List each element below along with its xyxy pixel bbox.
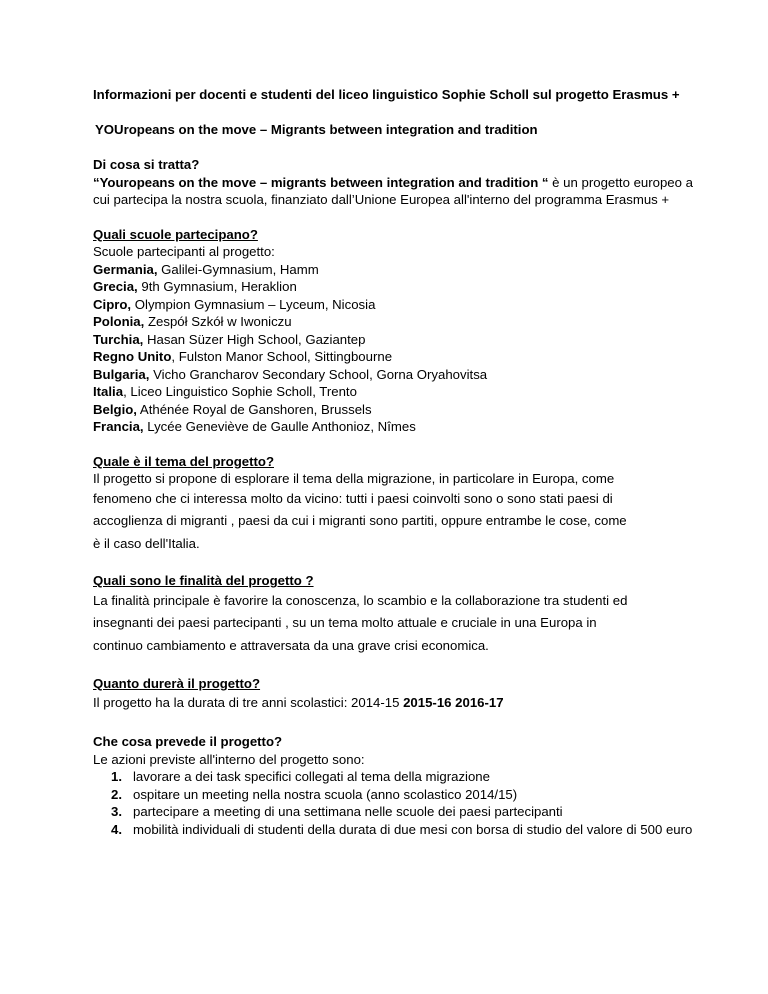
school-country: Grecia, [93,279,138,294]
section-goals [93,572,693,657]
document-page [93,86,693,838]
section-what-text: è un progetto europeo a cui partecipa la nostra scuola, finanziato dall’Unione Europea all'interno del programma Erasmus + [93,174,693,207]
school-name: Lycée Geneviève de Gaulle Anthonioz, Nîmes [143,419,416,434]
list-text: ospitare un meeting nella nostra scuola (anno scolastico 2014/15) [133,786,518,802]
section-schools-heading: Quali scuole partecipano? [93,226,258,242]
list-item [93,786,693,804]
list-item [93,313,693,331]
school-country: Germania, [93,261,158,277]
list-number: 4. [111,821,122,837]
list-item [93,418,693,436]
schools-intro: Scuole partecipanti al progetto: [93,244,275,259]
list-item [93,803,693,821]
school-name: , Fulston Manor School, Sittingbourne [171,349,393,364]
paragraph-line: accoglienza di migranti , paesi da cui i migranti sono partiti, oppure entrambe le cose, come [93,513,627,529]
school-country: Belgio, [93,401,137,417]
list-item [93,768,693,786]
section-duration [93,675,693,715]
document-title: Informazioni per docenti e studenti del liceo linguistico Sophie Scholl sul progetto Erasmus + [93,87,680,102]
paragraph-line: è il caso dell'Italia. [93,535,200,551]
duration-text: Il progetto ha la durata di tre anni scolastici: 2014-15 [93,695,404,711]
school-country: Regno Unito [93,349,172,364]
list-number: 3. [111,804,122,820]
school-name: Athénée Royal de Ganshoren, Brussels [136,401,372,417]
section-goals-heading: Quali sono le finalità del progetto ? [93,573,314,589]
school-country: Turchia, [93,331,144,347]
list-text: mobilità individuali di studenti della durata di due mesi con borsa di studio del valore di 500 euro [133,821,693,837]
paragraph-line: insegnanti dei paesi partecipanti , su un tema molto attuale e cruciale in una Europa in [93,615,597,631]
plan-list [93,768,693,838]
paragraph-line: fenomeno che ci interessa molto da vicino: tutti i paesi coinvolti sono o sono stati paesi di [93,490,613,506]
list-number: 1. [111,769,122,785]
section-theme-heading: Quale è il tema del progetto? [93,453,274,469]
list-item [93,296,693,314]
schools-list [93,261,693,436]
section-plan-heading: Che cosa prevede il progetto? [93,734,283,750]
list-text: lavorare a dei task specifici collegati al tema della migrazione [133,769,490,785]
project-name-lead: “Youropeans on the move – migrants between integration and tradition “ [93,174,549,190]
section-theme-body [93,470,693,555]
list-item [93,261,693,279]
school-country: Polonia, [93,314,145,329]
school-name: , Liceo Linguistico Sophie Scholl, Trento [123,384,357,399]
section-plan [93,733,693,838]
paragraph-line: continuo cambiamento e attraversata da una grave crisi economica. [93,637,489,653]
list-item [93,821,693,839]
list-item [93,331,693,349]
school-name: Hasan Süzer High School, Gaziantep [143,331,366,347]
list-item [93,278,693,296]
section-what [93,156,693,209]
list-item [93,348,693,366]
school-name: Zespół Szkół w Iwoniczu [144,314,292,329]
list-item [93,383,693,401]
school-country: Cipro, [93,296,132,312]
section-duration-body [93,692,693,714]
list-item [93,401,693,419]
school-country: Italia [93,384,124,399]
paragraph-line: Il progetto si propone di esplorare il tema della migrazione, in particolare in Europa, come [93,471,615,486]
duration-years: 2015-16 2016-17 [403,695,504,711]
school-name: Olympion Gymnasium – Lyceum, Nicosia [131,296,376,312]
section-what-body [93,174,693,209]
list-number: 2. [111,786,122,802]
section-goals-body [93,590,693,658]
project-subtitle: YOUropeans on the move – Migrants between integration and tradition [95,122,538,137]
list-text: partecipare a meeting di una settimana nelle scuole dei paesi partecipanti [133,804,563,820]
school-country: Francia, [93,419,144,434]
paragraph-line: La finalità principale è favorire la conoscenza, lo scambio e la collaborazione tra studenti ed [93,592,628,608]
plan-intro: Le azioni previste all'interno del progetto sono: [93,751,365,767]
section-schools [93,226,693,436]
school-name: Galilei-Gymnasium, Hamm [157,261,319,277]
section-what-heading: Di cosa si tratta? [93,157,200,172]
section-duration-heading: Quanto durerà il progetto? [93,675,261,691]
list-item [93,366,693,384]
school-country: Bulgaria, [93,366,150,382]
section-theme [93,453,693,556]
school-name: 9th Gymnasium, Heraklion [137,279,297,294]
school-name: Vicho Grancharov Secondary School, Gorna Oryahovitsa [149,366,488,382]
